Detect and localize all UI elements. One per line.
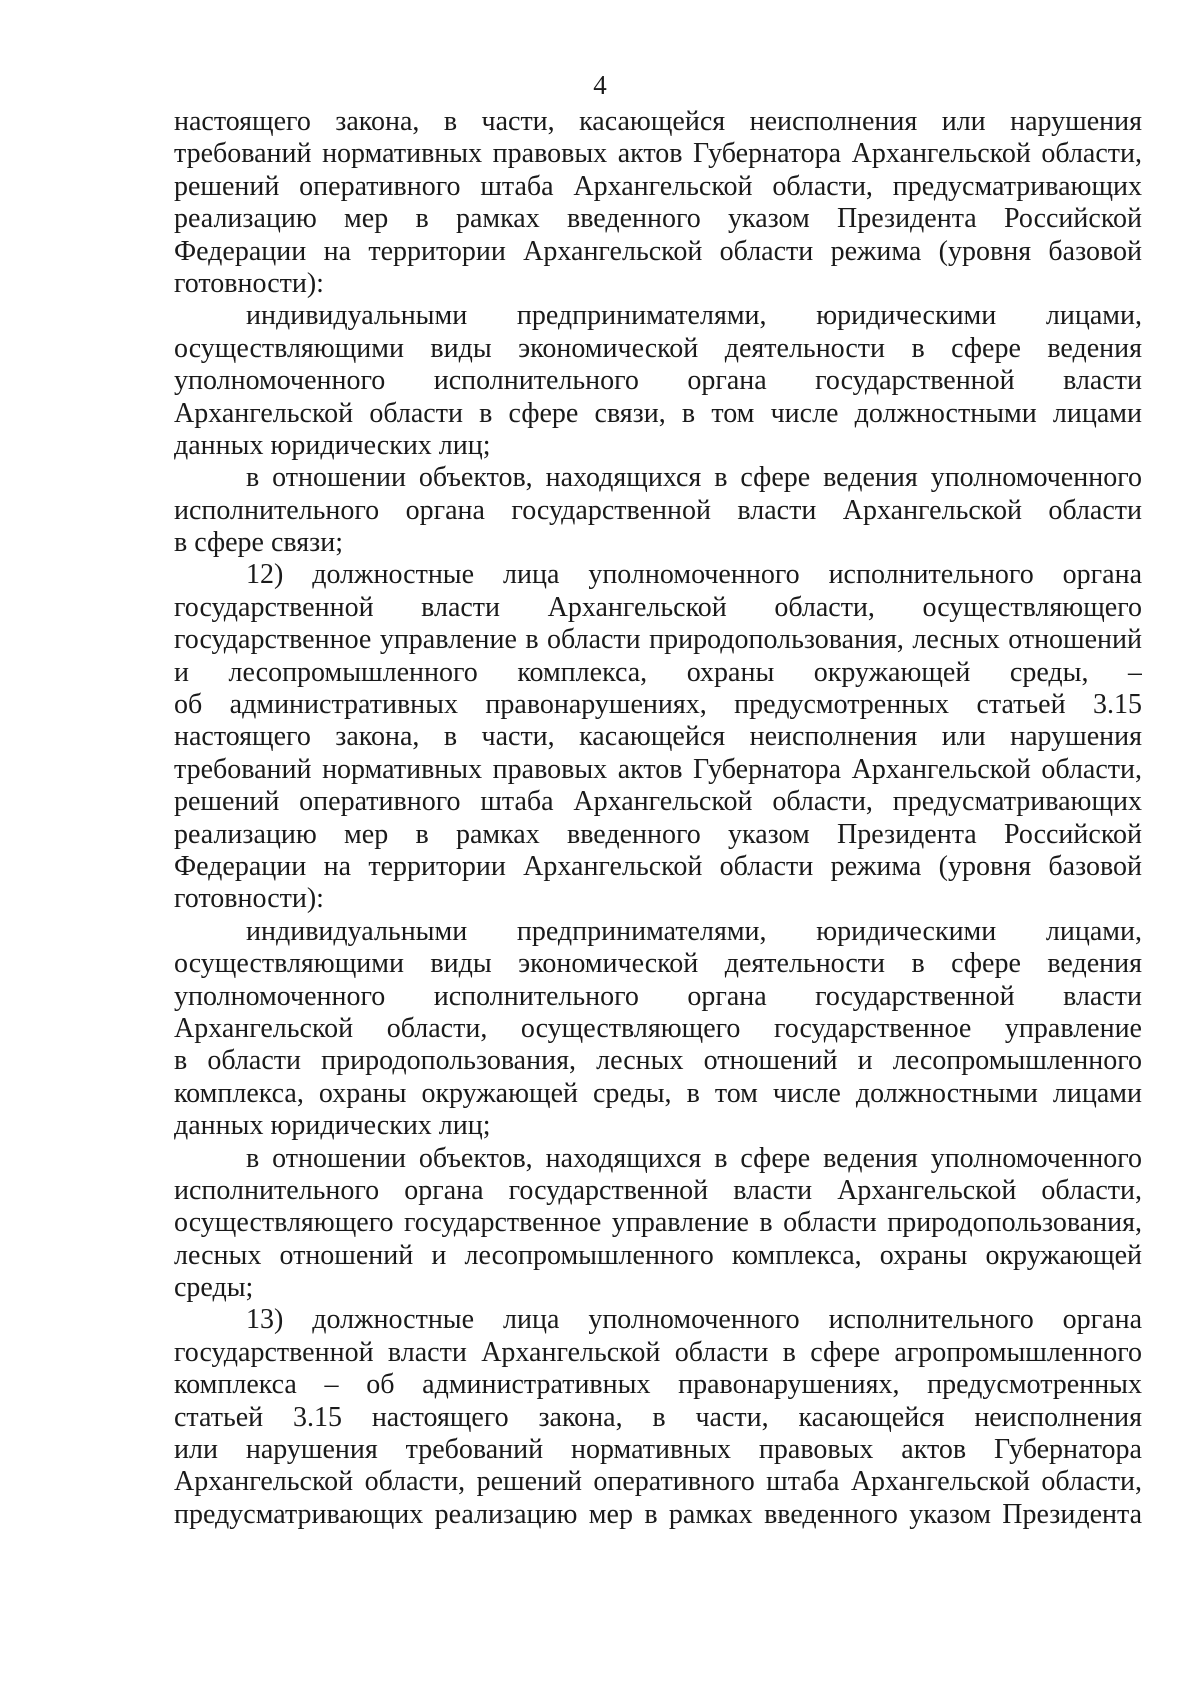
text-line: Федерации на территории Архангельской области режима (уровня базовой bbox=[174, 850, 1142, 882]
page-number: 4 bbox=[593, 70, 607, 100]
text-line: в области природопользования, лесных отношений и лесопромышленного bbox=[174, 1045, 1142, 1077]
text-line: об административных правонарушениях, предусмотренных статьей 3.15 bbox=[174, 689, 1142, 721]
text-line: государственной власти Архангельской области в сфере агропромышленного bbox=[174, 1336, 1142, 1368]
text-line: уполномоченного исполнительного органа государственной власти bbox=[174, 980, 1142, 1012]
text-line: индивидуальными предпринимателями, юридическими лицами, bbox=[246, 300, 1142, 332]
text-line: решений оперативного штаба Архангельской области, предусматривающих bbox=[174, 170, 1142, 202]
text-line: в отношении объектов, находящихся в сфере ведения уполномоченного bbox=[246, 1142, 1142, 1174]
text-line: готовности): bbox=[174, 267, 324, 299]
text-line: государственной власти Архангельской области, осуществляющего bbox=[174, 591, 1142, 623]
text-line: готовности): bbox=[174, 883, 324, 915]
text-line: требований нормативных правовых актов Губернатора Архангельской области, bbox=[174, 138, 1142, 170]
text-line: реализацию мер в рамках введенного указом Президента Российской bbox=[174, 203, 1142, 235]
text-line: или нарушения требований нормативных правовых актов Губернатора bbox=[174, 1434, 1142, 1466]
text-line: требований нормативных правовых актов Губернатора Архангельской области, bbox=[174, 753, 1142, 785]
text-line: среды; bbox=[174, 1272, 254, 1304]
text-line: в отношении объектов, находящихся в сфере ведения уполномоченного bbox=[246, 462, 1142, 494]
text-line: государственное управление в области природопользования, лесных отношений bbox=[174, 624, 1142, 656]
text-line: 12) должностные лица уполномоченного исполнительного органа bbox=[246, 559, 1142, 591]
text-line: осуществляющими виды экономической деятельности в сфере ведения bbox=[174, 332, 1142, 364]
text-line: осуществляющего государственное управление в области природопользования, bbox=[174, 1207, 1142, 1239]
text-line: комплекса, охраны окружающей среды, в том числе должностными лицами bbox=[174, 1077, 1142, 1109]
document-body bbox=[174, 106, 1142, 1531]
text-line: и лесопромышленного комплекса, охраны окружающей среды, – bbox=[174, 656, 1142, 688]
text-line: реализацию мер в рамках введенного указом Президента Российской bbox=[174, 818, 1142, 850]
text-line: Архангельской области в сфере связи, в том числе должностными лицами bbox=[174, 397, 1142, 429]
text-line: лесных отношений и лесопромышленного комплекса, охраны окружающей bbox=[174, 1239, 1142, 1271]
text-line: решений оперативного штаба Архангельской области, предусматривающих bbox=[174, 786, 1142, 818]
text-line: комплекса – об административных правонарушениях, предусмотренных bbox=[174, 1369, 1142, 1401]
text-line: индивидуальными предпринимателями, юридическими лицами, bbox=[246, 915, 1142, 947]
text-line: Архангельской области, решений оперативного штаба Архангельской области, bbox=[174, 1466, 1142, 1498]
text-line: статьей 3.15 настоящего закона, в части, касающейся неисполнения bbox=[174, 1401, 1142, 1433]
text-line: Архангельской области, осуществляющего государственное управление bbox=[174, 1012, 1142, 1044]
text-line: данных юридических лиц; bbox=[174, 429, 491, 461]
text-line: исполнительного органа государственной власти Архангельской области, bbox=[174, 1174, 1142, 1206]
text-line: уполномоченного исполнительного органа государственной власти bbox=[174, 365, 1142, 397]
text-line: исполнительного органа государственной власти Архангельской области bbox=[174, 494, 1142, 526]
text-line: предусматривающих реализацию мер в рамках введенного указом Президента bbox=[174, 1498, 1142, 1530]
text-line: настоящего закона, в части, касающейся неисполнения или нарушения bbox=[174, 106, 1142, 137]
text-line: 13) должностные лица уполномоченного исполнительного органа bbox=[246, 1304, 1142, 1336]
text-line: настоящего закона, в части, касающейся неисполнения или нарушения bbox=[174, 721, 1142, 753]
text-line: осуществляющими виды экономической деятельности в сфере ведения bbox=[174, 948, 1142, 980]
text-line: Федерации на территории Архангельской области режима (уровня базовой bbox=[174, 235, 1142, 267]
text-line: данных юридических лиц; bbox=[174, 1110, 491, 1142]
text-line: в сфере связи; bbox=[174, 527, 343, 559]
